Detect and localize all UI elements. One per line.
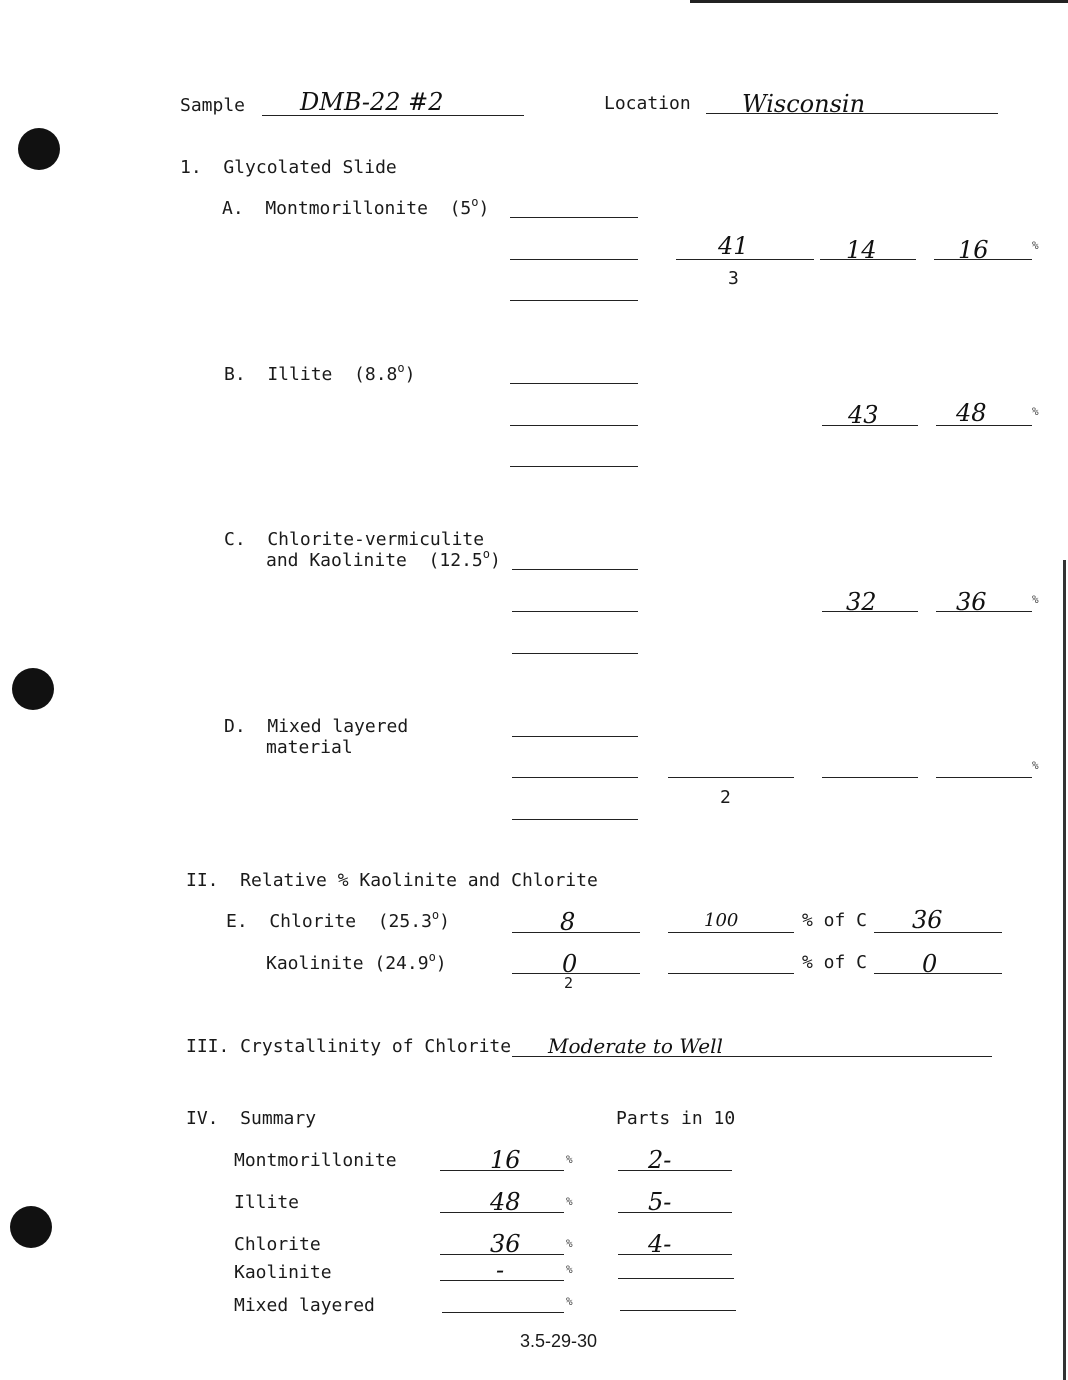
chlorite-value-2: 100: [704, 910, 739, 931]
d-percent-sign: %: [1032, 759, 1039, 772]
summary-pct-chlorite: 36: [490, 1230, 521, 1258]
c-line-2: [512, 611, 638, 612]
d-value-line-1: [668, 777, 794, 778]
summary-parts-chlorite: 4-: [648, 1230, 672, 1258]
kaolinite-value-1: 0: [562, 950, 578, 978]
crystallinity-line: [512, 1056, 992, 1057]
b-line-1: [510, 383, 638, 384]
location-label: Location: [604, 93, 691, 114]
chlorite-line-1: [512, 932, 640, 933]
d-line-3: [512, 819, 638, 820]
kaolinite-line-1: [512, 973, 640, 974]
summary-label-illite: Illite: [234, 1192, 300, 1213]
d-value-line-2: [822, 777, 918, 778]
b-value-1: 43: [848, 401, 879, 429]
a-value-line-1: [676, 259, 814, 260]
summary-parts-line-mixed-layered: [620, 1310, 736, 1311]
a-value-3: 16: [958, 236, 989, 264]
a-value-1: 41: [718, 232, 749, 260]
page-right-edge: [1063, 560, 1066, 1380]
kaolinite-of-c-line: [874, 973, 1002, 974]
kaolinite-note: 2: [564, 974, 574, 992]
c-value-1: 32: [846, 588, 877, 616]
chlorite-line-2: [668, 932, 794, 933]
kaolinite-label: Kaolinite (24.9$^o$): [266, 950, 447, 974]
summary-parts-line-montmorillonite: [618, 1170, 732, 1171]
chlorite-value-1: 8: [560, 908, 576, 936]
summary-label-kaolinite: Kaolinite: [234, 1262, 332, 1283]
b-percent-sign: %: [1032, 405, 1039, 418]
summary-pct-line-kaolinite: [440, 1280, 564, 1281]
b-line-2: [510, 425, 638, 426]
c-line-1: [512, 569, 638, 570]
punch-hole-bottom: [10, 1206, 52, 1248]
sample-label: Sample: [180, 95, 246, 116]
summary-pct-line-mixed-layered: [442, 1312, 564, 1313]
a-line-3: [510, 300, 638, 301]
summary-pct-line-montmorillonite: [440, 1170, 564, 1171]
chlorite-of-c-label: % of C: [802, 910, 868, 931]
section3-title: III. Crystallinity of Chlorite: [186, 1036, 512, 1057]
summary-label-chlorite: Chlorite: [234, 1234, 321, 1255]
summary-pct-illite: 48: [490, 1188, 521, 1216]
summary-pct-sign: %: [566, 1263, 573, 1276]
kaolinite-of-c-value: 0: [922, 950, 938, 978]
a-value-2: 14: [846, 236, 877, 264]
summary-pct-sign: %: [566, 1237, 573, 1250]
d-label-line2: material: [266, 737, 353, 758]
d-note: 2: [720, 787, 731, 808]
page-top-edge: [690, 0, 1068, 3]
location-value: Wisconsin: [742, 90, 866, 118]
summary-parts-line-illite: [618, 1212, 732, 1213]
a-value-line-3: [934, 259, 1032, 260]
summary-pct-sign: %: [566, 1295, 573, 1308]
summary-pct-montmorillonite: 16: [490, 1146, 521, 1174]
b-value-2: 48: [956, 399, 987, 427]
crystallinity-value: Moderate to Well: [548, 1034, 723, 1058]
kaolinite-of-c-label: % of C: [802, 952, 868, 973]
c-value-line-2: [936, 611, 1032, 612]
b-label: B. Illite (8.8$^o$): [224, 361, 416, 385]
summary-parts-line-chlorite: [618, 1254, 732, 1255]
summary-parts-illite: 5-: [648, 1188, 672, 1216]
summary-label-montmorillonite: Montmorillonite: [234, 1150, 397, 1171]
sample-line: [262, 115, 524, 116]
d-value-line-3: [936, 777, 1032, 778]
summary-pct-line-chlorite: [440, 1254, 564, 1255]
chlorite-of-c-line: [874, 932, 1002, 933]
b-value-line-2: [936, 425, 1032, 426]
b-line-3: [510, 466, 638, 467]
d-line-1: [512, 736, 638, 737]
a-percent-sign: %: [1032, 239, 1039, 252]
a-line-2: [510, 259, 638, 260]
page-number: 3.5-29-30: [520, 1331, 598, 1351]
a-label: A. Montmorillonite (5$^o$): [222, 195, 490, 219]
c-percent-sign: %: [1032, 593, 1039, 606]
c-value-2: 36: [956, 588, 987, 616]
summary-pct-sign: %: [566, 1195, 573, 1208]
c-value-line-1: [822, 611, 918, 612]
b-value-line-1: [822, 425, 918, 426]
parts-in-10-header: Parts in 10: [616, 1108, 736, 1129]
summary-pct-line-illite: [440, 1212, 564, 1213]
summary-label-mixed-layered: Mixed layered: [234, 1295, 375, 1316]
c-label-line1: C. Chlorite-vermiculite: [224, 529, 485, 550]
summary-parts-montmorillonite: 2-: [648, 1146, 672, 1174]
chlorite-e-label: E. Chlorite (25.3$^o$): [226, 908, 450, 932]
a-note: 3: [728, 268, 739, 289]
section4-title: IV. Summary: [186, 1108, 317, 1129]
section1-title: 1. Glycolated Slide: [180, 157, 397, 178]
section2-title: II. Relative % Kaolinite and Chlorite: [186, 870, 598, 891]
d-line-2: [512, 777, 638, 778]
summary-parts-line-kaolinite: [618, 1278, 734, 1279]
d-label-line1: D. Mixed layered: [224, 716, 409, 737]
punch-hole-top: [18, 128, 60, 170]
location-line: [706, 113, 998, 114]
a-line-1: [510, 217, 638, 218]
punch-hole-middle: [12, 668, 54, 710]
summary-pct-kaolinite: -: [496, 1256, 505, 1284]
c-line-3: [512, 653, 638, 654]
chlorite-of-c-value: 36: [912, 906, 943, 934]
kaolinite-line-2: [668, 973, 794, 974]
a-value-line-2: [820, 259, 916, 260]
c-label-line2: and Kaolinite (12.5$^o$): [266, 547, 501, 571]
sample-value: DMB-22 #2: [300, 88, 444, 116]
summary-pct-sign: %: [566, 1153, 573, 1166]
